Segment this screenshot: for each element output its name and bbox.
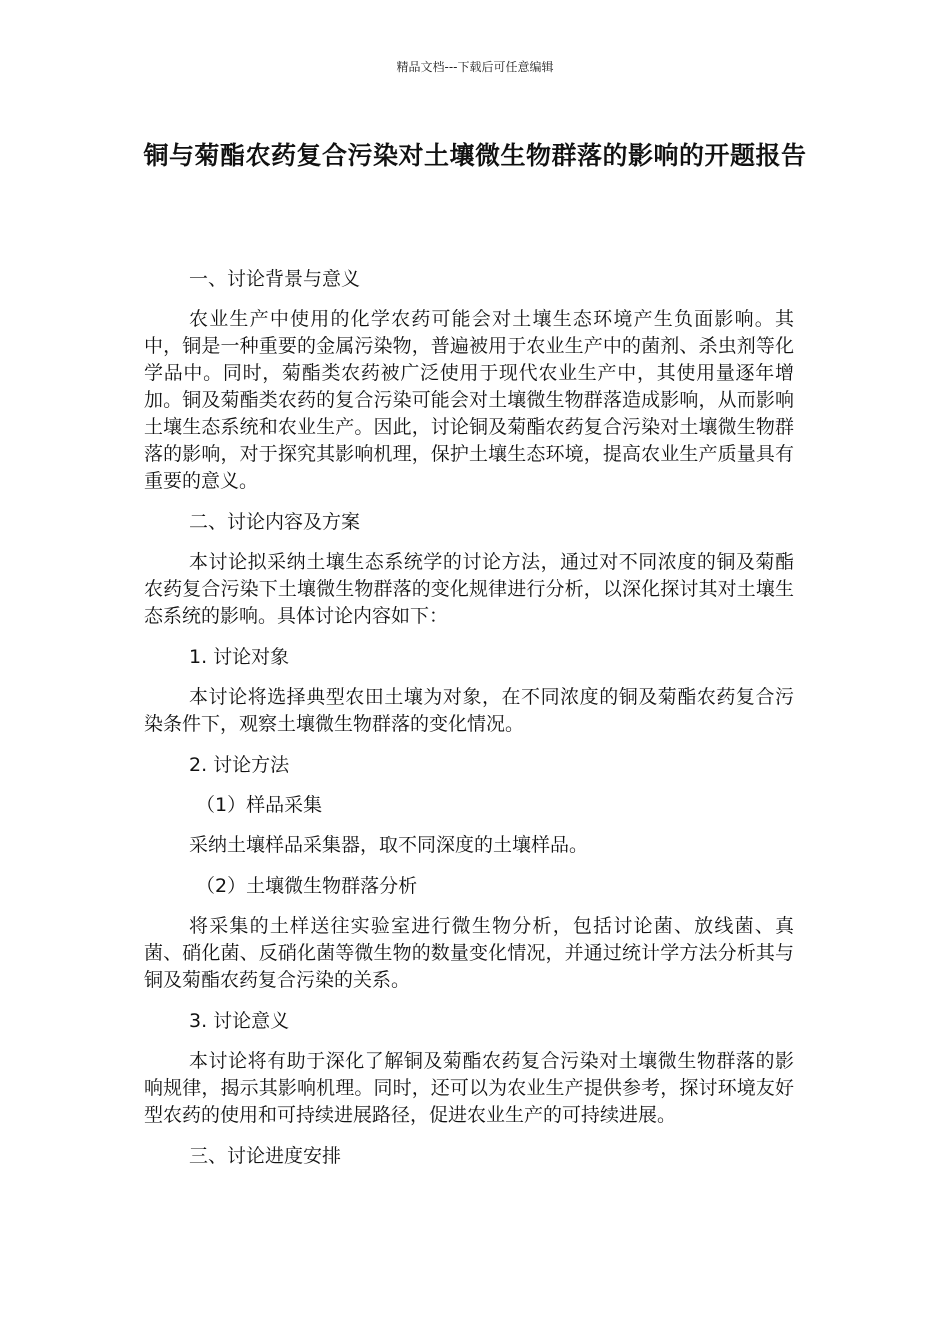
document-body [144,266,794,1183]
section-heading-schedule: 三、讨论进度安排 [189,1145,342,1167]
paragraph-sampling: 采纳土壤样品采集器，取不同深度的土壤样品。 [189,834,589,856]
page-header: 精品文档---下载后可任意编辑 [396,60,554,74]
section-heading-content: 二、讨论内容及方案 [189,511,361,533]
subheading-significance: 3. 讨论意义 [189,1010,290,1032]
subheading-analysis: （2）土壤微生物群落分析 [196,875,418,897]
paragraph-object: 本讨论将选择典型农田土壤为对象，在不同浓度的铜及菊酯农药复合污染条件下，观察土壤微生物群落的变化情况。 [144,686,794,735]
paragraph-content-intro: 本讨论拟采纳土壤生态系统学的讨论方法，通过对不同浓度的铜及菊酯农药复合污染下土壤微生物群落的变化规律进行分析，以深化探讨其对土壤生态系统的影响。具体讨论内容如下： [144,551,794,627]
document-title: 铜与菊酯农药复合污染对土壤微生物群落的影响的开题报告 [143,141,807,170]
paragraph-analysis: 将采集的土样送往实验室进行微生物分析，包括讨论菌、放线菌、真菌、硝化菌、反硝化菌等微生物的数量变化情况，并通过统计学方法分析其与铜及菊酯农药复合污染的关系。 [144,915,794,991]
paragraph-background: 农业生产中使用的化学农药可能会对土壤生态环境产生负面影响。其中，铜是一种重要的金属污染物，普遍被用于农业生产中的菌剂、杀虫剂等化学品中。同时，菊酯类农药被广泛使用于现代农业生产中，其使用量逐年增加。铜及菊酯类农药的复合污染可能会对土壤微生物群落造成影响，从而影响土壤生态系统和农业生产。因此，讨论铜及菊酯农药复合污染对土壤微生物群落的影响，对于探究其影响机理，保护土壤生态环境，提高农业生产质量具有重要的意义。 [144,308,794,492]
subheading-sampling: （1）样品采集 [196,794,323,816]
subheading-method: 2. 讨论方法 [189,754,290,776]
subheading-object: 1. 讨论对象 [189,646,290,668]
paragraph-significance: 本讨论将有助于深化了解铜及菊酯农药复合污染对土壤微生物群落的影响规律，揭示其影响机理。同时，还可以为农业生产提供参考，探讨环境友好型农药的使用和可持续进展路径，促进农业生产的可持续进展。 [144,1050,794,1126]
section-heading-background: 一、讨论背景与意义 [189,268,361,290]
